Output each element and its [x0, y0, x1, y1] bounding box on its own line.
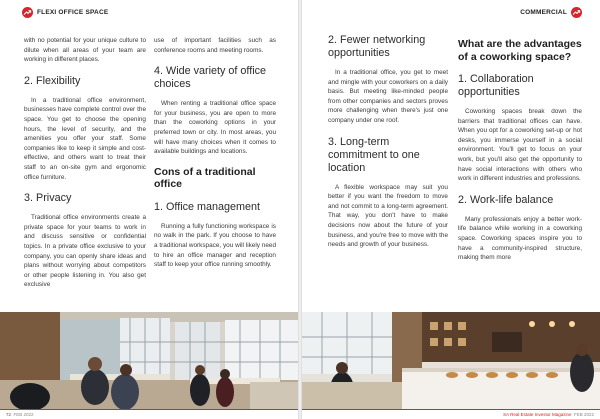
- office-photo-left: [0, 312, 298, 410]
- right-footer: [314, 410, 594, 419]
- right-page: [302, 0, 600, 419]
- section-label: FLEXI OFFICE SPACE: [37, 8, 109, 16]
- office-photo-right: [302, 312, 600, 410]
- heading-advantages: What are the advantages of a coworking space?: [458, 38, 582, 63]
- right-column-2: [458, 38, 582, 269]
- heading-flexibility: 2. Flexibility: [24, 74, 81, 87]
- paragraph: When renting a traditional office space for your business, you are open to more than the coworking options in your preferred town or city. In most areas, you will have many choices when it comes to available buildings and locations.: [154, 100, 276, 156]
- section-label: COMMERCIAL: [520, 8, 567, 16]
- heading-privacy: 3. Privacy: [24, 192, 72, 205]
- paragraph: In a traditional office, you get to meet and mingle with your coworkers on a daily basis. But meeting like-minded people from other companies and sectors proves more challenging when there's just one company under one roof.: [328, 69, 448, 124]
- paragraph: Many professionals enjoy a better work-life balance while working in a coworking space. Coworking spaces inspire you to have a community-inspired structure, making them more: [458, 215, 582, 262]
- footer-date: FEB 2022: [573, 412, 594, 417]
- left-column-2: [154, 36, 276, 276]
- right-page-header: [520, 5, 582, 19]
- paragraph: use of important facilities such as conference rooms and meeting rooms.: [154, 37, 276, 54]
- heading-networking: 2. Fewer networking opportunities: [328, 34, 426, 59]
- paragraph: Traditional office environments create a private space for your teams to work in and discuss sensitive or confidential topics. In a private office exclusive to your company, you can openly share ideas and plans without worrying about competitors or other people listening in. You also get exclusive: [24, 214, 146, 289]
- heading-cons: Cons of a traditional office: [154, 165, 256, 191]
- left-page-header: [22, 5, 108, 19]
- trend-arrow-icon: [22, 7, 33, 18]
- page-number: 72: [6, 412, 12, 417]
- left-column-1: [24, 36, 146, 296]
- left-footer: [6, 410, 286, 419]
- footer-date: FEB 2022: [13, 412, 34, 417]
- heading-variety: 4. Wide variety of office choices: [154, 65, 267, 91]
- heading-commitment: 3. Long-term commitment to one location: [328, 135, 420, 174]
- paragraph: with no potential for your unique culture to dilute when all areas of your team are working in different places.: [24, 37, 146, 64]
- heading-work-life-balance: 2. Work-life balance: [458, 193, 554, 206]
- right-column-1: [328, 34, 448, 256]
- paragraph: Coworking spaces break down the barriers that traditional offices can have. When you opt for a coworking set-up or hot desks, you immerse yourself in a social environment. You'll get to focus on your work, but you'll also get the opportunity to have social interactions with others who work in different industries and professions.: [458, 108, 582, 183]
- paragraph: A flexible workspace may suit you better if you want the freedom to move and not commit to a long-term agreement. That way, you don't have to make decisions now about the future of your business, and you're free to move with the needs and growth of your business.: [328, 183, 448, 249]
- heading-collaboration: 1. Collaboration opportunities: [458, 73, 534, 98]
- trend-arrow-icon: [571, 7, 582, 18]
- heading-office-management: 1. Office management: [154, 200, 261, 213]
- left-page: [0, 0, 298, 419]
- paragraph: Running a fully functioning workspace is no walk in the park. If you choose to have a traditional workspace, you will likely need to hire an office manager and reception staff to keep your office running smoothly.: [154, 222, 276, 269]
- magazine-name: SA Real Estate Investor Magazine: [503, 412, 572, 417]
- paragraph: In a traditional office environment, businesses have complete control over the space. You get to choose the opening hours, the level of security, and the amenities you offer your staff. Some companies like to keep it simple and cost-effective, and others want to treat their staff to an on-site gym and ergonomic office furniture.: [24, 96, 146, 181]
